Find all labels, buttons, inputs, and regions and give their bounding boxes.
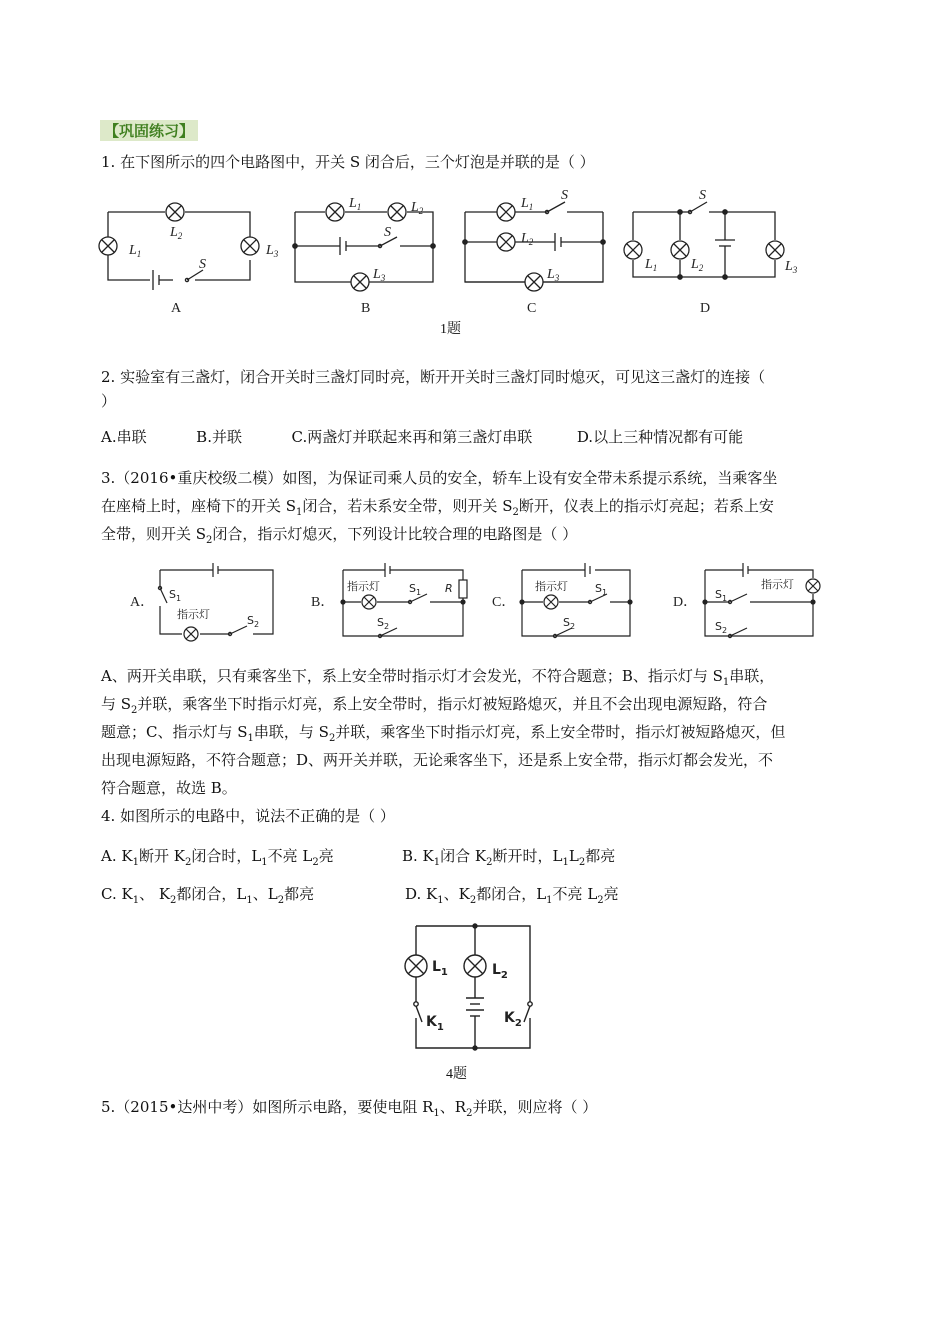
lamp-icon (326, 203, 344, 221)
svg-text:L1: $L_1$ (432, 959, 448, 978)
svg-text:A．: A． (130, 595, 155, 610)
svg-text:L2: $L_2$ (170, 225, 183, 241)
q3-analysis-4: 出现电源短路，不符合题意；D、两开关并联，无论乘客坐下，还是系上安全带，指示灯都会发光，不 (101, 751, 774, 769)
lamp-icon (766, 241, 784, 259)
lamp-icon (405, 955, 427, 977)
q3-line-1: 3.（2016•重庆校级二模）如图，为保证司乘人员的安全，轿车上设有安全带未系提示系统，当乘客坐 (101, 469, 778, 487)
svg-text:L1: $L_1$ (521, 196, 534, 212)
q5-text: 5.（2015•达州中考）如图所示电路，要使电阻 $R_1$、$R_2$并联，则应将（ ） (101, 1098, 598, 1119)
svg-text:L3: $L_3$ (373, 267, 386, 283)
lamp-icon (351, 273, 369, 291)
lamp-icon (525, 273, 543, 291)
svg-text:D．: D． (673, 595, 698, 610)
lamp-icon (166, 203, 184, 221)
q4-text: 4. 如图所示的电路中，说法不正确的是（ ） (101, 807, 395, 825)
lamp-icon (184, 627, 198, 641)
svg-text:K2: $K_2$ (504, 1010, 522, 1029)
svg-text:L3: $L_3$ (785, 259, 798, 275)
lamp-icon (624, 241, 642, 259)
svg-text:D: D (700, 301, 711, 316)
svg-text:S1: $S_1$ (169, 588, 182, 603)
q2-option-c: C.两盏灯并联起来再和第三盏灯串联 (291, 428, 533, 446)
svg-text:指示灯: 指示灯 (535, 580, 568, 593)
q2-options (101, 427, 743, 447)
svg-text:指示灯: 指示灯 (177, 608, 210, 621)
svg-text:L2: $L_2$ (411, 200, 424, 216)
q3-analysis-5: 符合题意，故选 B。 (101, 779, 237, 797)
lamp-icon (497, 203, 515, 221)
svg-text:S1: $S_1$ (595, 582, 608, 597)
q3-figure (125, 558, 845, 648)
q2-option-b: B.并联 (196, 428, 242, 446)
svg-text:S: S (199, 257, 206, 272)
svg-text:S: S (699, 188, 706, 203)
q4-option-b: B. $K_1$闭合 $K_2$断开时，$L_1L_2$都亮 (402, 847, 616, 868)
q3-line-2: 在座椅上时，座椅下的开关 $S_1$闭合，若未系安全带，则开关 $S_2$断开，仪表上的指示灯亮起；若系上安 (101, 497, 774, 518)
svg-text:S2: $S_2$ (563, 616, 576, 631)
svg-text:L3: $L_3$ (547, 267, 560, 283)
lamp-icon (806, 579, 820, 593)
lamp-icon (464, 955, 486, 977)
svg-text:指示灯: 指示灯 (761, 578, 794, 591)
q1-figure (95, 182, 815, 337)
svg-text:S2: $S_2$ (715, 620, 728, 635)
q2-option-a: A.串联 (101, 428, 147, 446)
q2-text-2: ） (101, 392, 117, 410)
svg-text:B: B (361, 301, 371, 316)
q1-text: 1. 在下图所示的四个电路图中，开关 S 闭合后，三个灯泡是并联的是（ ） (101, 153, 595, 171)
lamp-icon (671, 241, 689, 259)
lamp-icon (99, 237, 117, 255)
svg-text:指示灯: 指示灯 (347, 580, 380, 593)
svg-text:A: A (171, 301, 182, 316)
svg-text:S1: $S_1$ (409, 582, 422, 597)
lamp-icon (362, 595, 376, 609)
q4-caption: 4题 (446, 1067, 467, 1082)
svg-text:S1: $S_1$ (715, 588, 728, 603)
section-title: 【巩固练习】 (100, 120, 198, 141)
svg-text:L1: $L_1$ (645, 257, 658, 273)
lamp-icon (388, 203, 406, 221)
q4-option-a: A. $K_1$断开 $K_2$闭合时，$L_1$不亮 $L_2$亮 (101, 847, 334, 868)
svg-text:L1: $L_1$ (349, 196, 362, 212)
q4-figure (400, 918, 560, 1058)
q2-option-d: D.以上三种情况都有可能 (576, 428, 744, 446)
svg-text:K1: $K_1$ (426, 1014, 444, 1033)
svg-text:R: R (445, 582, 453, 595)
svg-text:S: S (561, 188, 568, 203)
q3-analysis-2: 与 $S_2$并联，乘客坐下时指示灯亮，系上安全带时，指示灯被短路熄灭，并且不会出现电源短路，符合 (101, 695, 768, 716)
lamp-icon (241, 237, 259, 255)
svg-text:S2: $S_2$ (377, 616, 390, 631)
svg-text:B．: B． (311, 595, 335, 610)
svg-text:L3: $L_3$ (266, 243, 279, 259)
q4-option-c: C. $K_1$、 $K_2$都闭合，$L_1$、$L_2$都亮 (101, 885, 315, 906)
q3-analysis-3: 题意；C、指示灯与 $S_1$串联，与 $S_2$并联，乘客坐下时指示灯亮，系上安全带时，指示灯被短路熄灭，但 (101, 723, 786, 744)
q3-line-3: 全带，则开关 $S_2$闭合，指示灯熄灭，下列设计比较合理的电路图是（ ） (101, 525, 578, 546)
svg-text:S2: $S_2$ (247, 614, 260, 629)
svg-text:C．: C． (492, 595, 516, 610)
q3-analysis-1: A、两开关串联，只有乘客坐下，系上安全带时指示灯才会发光，不符合题意；B、指示灯与 $S_1$串联， (101, 667, 775, 688)
svg-text:L2: $L_2$ (521, 231, 534, 247)
svg-text:C: C (527, 301, 537, 316)
label-L1: $L_1$ (129, 243, 142, 259)
lamp-icon (497, 233, 515, 251)
q2-text-1: 2. 实验室有三盏灯，闭合开关时三盏灯同时亮，断开开关时三盏灯同时熄灭，可见这三盏灯的连接（ (101, 368, 766, 386)
q1-caption: 1题 (440, 322, 461, 337)
svg-text:L2: $L_2$ (691, 257, 704, 273)
q4-option-d: D. $K_1$、$K_2$都闭合，$L_1$不亮 $L_2$亮 (405, 885, 619, 906)
lamp-icon (544, 595, 558, 609)
svg-text:L2: $L_2$ (492, 962, 508, 981)
svg-text:S: S (384, 225, 391, 240)
